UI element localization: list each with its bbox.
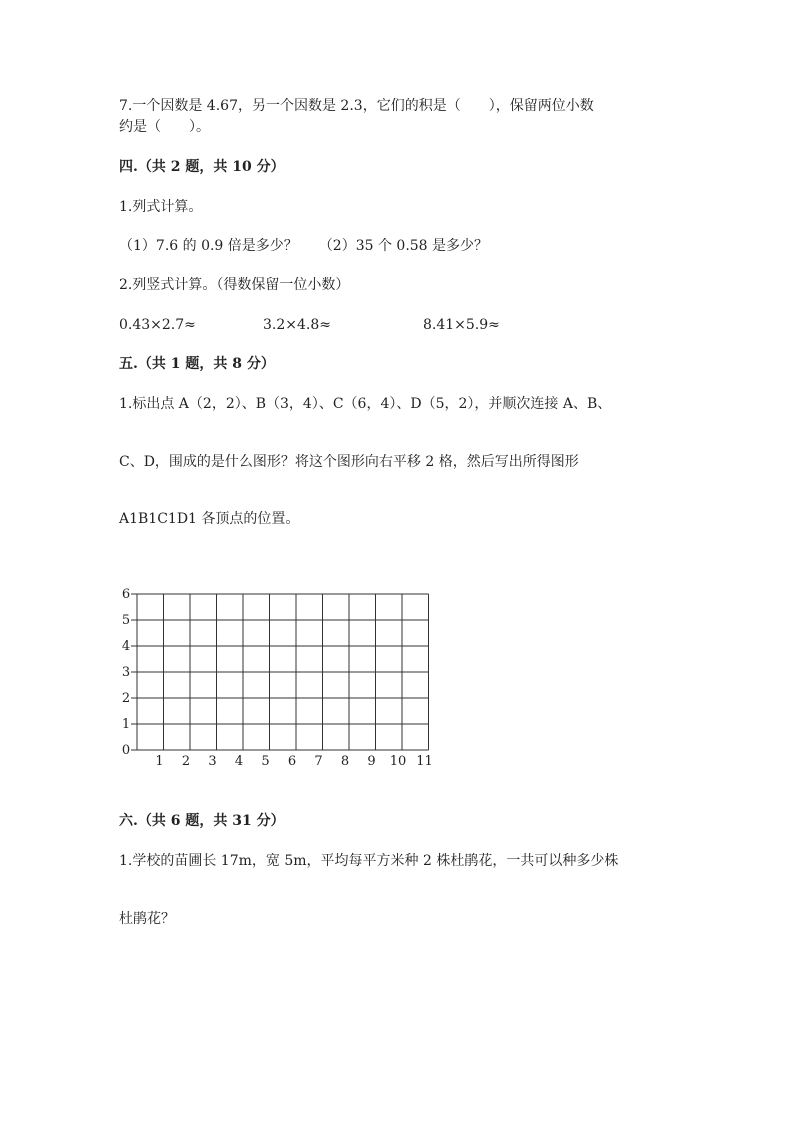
s6-q1-line1: 1.学校的苗圃长 17m，宽 5m，平均每平方米种 2 株杜鹃花，一共可以种多少株 bbox=[119, 853, 619, 869]
y-axis-label: 5 bbox=[121, 613, 131, 628]
s5-q1-line1: 1.标出点 A（2，2）、B（3，4）、C（6，4）、D（5，2），并顺次连接 A、B、 bbox=[119, 396, 612, 412]
q7-line1: 7.一个因数是 4.67，另一个因数是 2.3，它们的积是（ ），保留两位小数 bbox=[119, 98, 594, 114]
s5-q1-line3: A1B1C1D1 各顶点的位置。 bbox=[119, 511, 300, 527]
q7-line2: 约是（ ）。 bbox=[119, 119, 210, 135]
y-axis-label: 4 bbox=[121, 639, 131, 654]
section4-heading: 四.（共 2 题，共 10 分） bbox=[119, 159, 285, 175]
section5-heading: 五.（共 1 题，共 8 分） bbox=[119, 356, 275, 372]
x-axis-label: 9 bbox=[367, 754, 376, 769]
x-axis-label: 8 bbox=[340, 754, 350, 769]
coordinate-grid bbox=[118, 582, 448, 772]
x-axis-label: 5 bbox=[261, 754, 270, 769]
s4-q2-item-1: 0.43×2.7≈ bbox=[119, 317, 196, 333]
y-axis-label: 1 bbox=[121, 717, 131, 732]
x-axis-label: 11 bbox=[416, 754, 433, 769]
section6-heading: 六.（共 6 题，共 31 分） bbox=[119, 813, 285, 829]
x-axis-label: 2 bbox=[181, 754, 191, 769]
x-axis-label: 6 bbox=[287, 754, 297, 769]
x-axis-label: 7 bbox=[314, 754, 323, 769]
s4-q2-item-3: 8.41×5.9≈ bbox=[423, 317, 500, 333]
s4-q1-parts: （1）7.6 的 0.9 倍是多少？ （2）35 个 0.58 是多少？ bbox=[119, 238, 489, 254]
s6-q1-line2: 杜鹃花？ bbox=[119, 911, 175, 927]
y-axis-label: 6 bbox=[121, 587, 131, 602]
x-axis-label: 4 bbox=[234, 754, 244, 769]
y-axis-label: 3 bbox=[121, 665, 131, 680]
s4-q2-title: 2.列竖式计算。（得数保留一位小数） bbox=[119, 277, 350, 293]
x-axis-label: 10 bbox=[389, 754, 407, 769]
x-axis-label: 3 bbox=[208, 754, 217, 769]
s4-q2-item-2: 3.2×4.8≈ bbox=[263, 317, 331, 333]
y-axis-label: 0 bbox=[121, 743, 131, 758]
y-axis-label: 2 bbox=[121, 691, 131, 706]
x-axis-label: 1 bbox=[155, 754, 164, 769]
s5-q1-line2: C、D，围成的是什么图形？将这个图形向右平移 2 格，然后写出所得图形 bbox=[119, 454, 579, 470]
s4-q1-title: 1.列式计算。 bbox=[119, 199, 203, 215]
